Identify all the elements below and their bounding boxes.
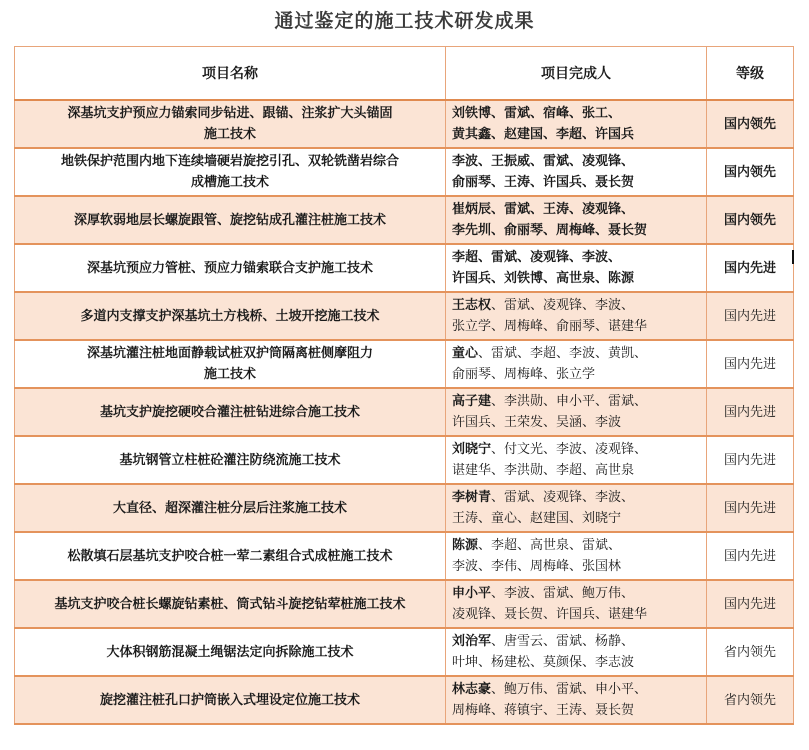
completers-line: 凌观锋、聂长贺、许国兵、谌建华 — [452, 607, 648, 622]
completers-cell — [446, 100, 707, 148]
project-name-cell — [15, 244, 446, 292]
table-row — [15, 484, 794, 532]
completers-line: 许国兵、王荣发、吴涵、李波 — [452, 415, 622, 430]
completers-cell — [446, 580, 707, 628]
project-name-cell — [15, 100, 446, 148]
table-row — [15, 628, 794, 676]
lead-completer: 刘治军 — [452, 634, 492, 649]
table-row — [15, 340, 794, 388]
completers-text: 、李洪勋、申小平、雷斌、 — [491, 394, 648, 409]
level-cell: 国内先进 — [707, 340, 794, 388]
level-cell: 国内先进 — [707, 388, 794, 436]
project-name-line: 多道内支撑支护深基坑土方栈桥、土坡开挖施工技术 — [80, 308, 380, 324]
project-name-line: 深基坑灌注桩地面静载试桩双护筒隔离桩侧摩阻力 — [86, 346, 373, 361]
table-row — [15, 580, 794, 628]
project-name-cell — [15, 580, 446, 628]
table-row — [15, 244, 794, 292]
results-table — [14, 46, 794, 725]
lead-completer: 申小平 — [452, 586, 492, 601]
lead-completer: 刘晓宁 — [452, 442, 492, 457]
project-name-cell — [15, 676, 446, 724]
project-name-cell — [15, 340, 446, 388]
completers-cell — [446, 244, 707, 292]
table-row — [15, 100, 794, 148]
completers-line: 李波、李伟、周梅峰、张国林 — [452, 559, 622, 574]
completers-line: 周梅峰、蒋镇宇、王涛、聂长贺 — [452, 703, 635, 718]
lead-completer: 林志豪 — [452, 682, 492, 697]
project-name-line: 成槽施工技术 — [190, 175, 269, 190]
level-cell: 国内先进 — [707, 532, 794, 580]
level-cell: 国内先进 — [707, 436, 794, 484]
project-name-line: 深基坑支护预应力锚索同步钻进、跟锚、注浆扩大头锚固 — [67, 106, 393, 121]
table-row — [15, 292, 794, 340]
completers-line: 俞丽琴、周梅峰、张立学 — [452, 367, 596, 382]
completers-cell — [446, 436, 707, 484]
header-level: 等级 — [707, 47, 794, 101]
completers-text: 、鲍万伟、雷斌、申小平、 — [491, 682, 648, 697]
level-cell: 国内领先 — [707, 148, 794, 196]
project-name-line: 基坑支护咬合桩长螺旋钻素桩、筒式钻斗旋挖钻荤桩施工技术 — [54, 596, 406, 612]
completers-cell — [446, 532, 707, 580]
completers-cell — [446, 196, 707, 244]
completers-line: 谌建华、李洪勋、李超、高世泉 — [452, 463, 635, 478]
lead-completer: 李树青 — [452, 490, 492, 505]
completers-text: 李超、雷斌、凌观锋、李波、 — [452, 250, 622, 265]
project-name-line: 深基坑预应力管桩、预应力锚索联合支护施工技术 — [86, 260, 373, 276]
level-cell: 国内先进 — [707, 580, 794, 628]
completers-cell — [446, 676, 707, 724]
completers-line — [452, 631, 700, 652]
project-name-cell — [15, 148, 446, 196]
project-name-cell — [15, 628, 446, 676]
table-row — [15, 436, 794, 484]
completers-line — [452, 103, 700, 124]
project-name-cell — [15, 532, 446, 580]
level-cell: 国内先进 — [707, 292, 794, 340]
completers-text: 、李波、雷斌、鲍万伟、 — [491, 586, 635, 601]
completers-text: 李波、王振威、雷斌、凌观锋、 — [452, 154, 635, 169]
project-name-line: 大直径、超深灌注桩分层后注浆施工技术 — [112, 500, 347, 516]
completers-line: 李先圳、俞丽琴、周梅峰、聂长贺 — [452, 223, 648, 238]
project-name-line: 深厚软弱地层长螺旋跟管、旋挖钻成孔灌注桩施工技术 — [73, 212, 386, 228]
project-name-line: 旋挖灌注桩孔口护筒嵌入式埋设定位施工技术 — [99, 692, 360, 708]
completers-line — [452, 391, 700, 412]
completers-text: 崔炳辰、雷斌、王涛、凌观锋、 — [452, 202, 635, 217]
table-row — [15, 148, 794, 196]
level-cell: 国内领先 — [707, 196, 794, 244]
completers-cell — [446, 484, 707, 532]
completers-line — [452, 199, 700, 220]
completers-line: 王涛、童心、赵建国、刘晓宁 — [452, 511, 622, 526]
level-cell: 国内领先 — [707, 100, 794, 148]
header-project-name: 项目名称 — [15, 47, 446, 101]
table-row — [15, 676, 794, 724]
lead-completer: 童心 — [452, 346, 479, 361]
completers-line: 许国兵、刘铁博、高世泉、陈源 — [452, 271, 635, 286]
project-name-line: 地铁保护范围内地下连续墙硬岩旋挖引孔、双轮铣凿岩综合 — [60, 154, 399, 169]
completers-line: 黄其鑫、赵建国、李超、许国兵 — [452, 127, 635, 142]
completers-line — [452, 535, 700, 556]
table-row — [15, 196, 794, 244]
completers-text: 、雷斌、凌观锋、李波、 — [491, 490, 635, 505]
completers-text: 、李超、高世泉、雷斌、 — [478, 538, 622, 553]
project-name-cell — [15, 484, 446, 532]
completers-text: 、付文光、李波、凌观锋、 — [491, 442, 648, 457]
completers-cell — [446, 340, 707, 388]
completers-line — [452, 439, 700, 460]
header-completers: 项目完成人 — [446, 47, 707, 101]
completers-line — [452, 343, 700, 364]
table-row — [15, 532, 794, 580]
level-cell: 省内领先 — [707, 676, 794, 724]
completers-cell — [446, 388, 707, 436]
level-cell: 国内先进 — [707, 244, 794, 292]
lead-completer: 高子建 — [452, 394, 492, 409]
project-name-line: 基坑钢管立柱桩砼灌注防绕流施工技术 — [119, 452, 341, 468]
completers-cell — [446, 292, 707, 340]
project-name-cell — [15, 292, 446, 340]
completers-line — [452, 583, 700, 604]
completers-line: 俞丽琴、王涛、许国兵、聂长贺 — [452, 175, 635, 190]
project-name-line: 松散填石层基坑支护咬合桩一荤二素组合式成桩施工技术 — [67, 548, 393, 564]
project-name-cell — [15, 436, 446, 484]
completers-cell — [446, 148, 707, 196]
completers-line — [452, 487, 700, 508]
completers-text: 、雷斌、凌观锋、李波、 — [491, 298, 635, 313]
completers-text: 、唐雪云、雷斌、杨静、 — [491, 634, 635, 649]
project-name-line: 基坑支护旋挖硬咬合灌注桩钻进综合施工技术 — [99, 404, 360, 420]
lead-completer: 陈源 — [452, 538, 479, 553]
project-name-line: 施工技术 — [203, 127, 256, 142]
project-name-cell — [15, 388, 446, 436]
table-row — [15, 388, 794, 436]
project-name-cell — [15, 196, 446, 244]
completers-line — [452, 247, 700, 268]
completers-line — [452, 295, 700, 316]
level-cell: 国内先进 — [707, 484, 794, 532]
completers-cell — [446, 628, 707, 676]
completers-line — [452, 151, 700, 172]
table-header-row — [15, 47, 794, 101]
lead-completer: 王志权 — [452, 298, 492, 313]
page-title: 通过鉴定的施工技术研发成果 — [274, 10, 535, 32]
text-cursor — [792, 250, 794, 264]
completers-line — [452, 679, 700, 700]
completers-text: 、雷斌、李超、李波、黄凯、 — [478, 346, 648, 361]
completers-text: 刘铁博、雷斌、宿峰、张工、 — [452, 106, 622, 121]
completers-line: 张立学、周梅峰、俞丽琴、谌建华 — [452, 319, 648, 334]
project-name-line: 施工技术 — [203, 367, 256, 382]
level-cell: 省内领先 — [707, 628, 794, 676]
project-name-line: 大体积钢筋混凝土绳锯法定向拆除施工技术 — [106, 644, 354, 660]
completers-line: 叶坤、杨建松、莫颜保、李志波 — [452, 655, 635, 670]
